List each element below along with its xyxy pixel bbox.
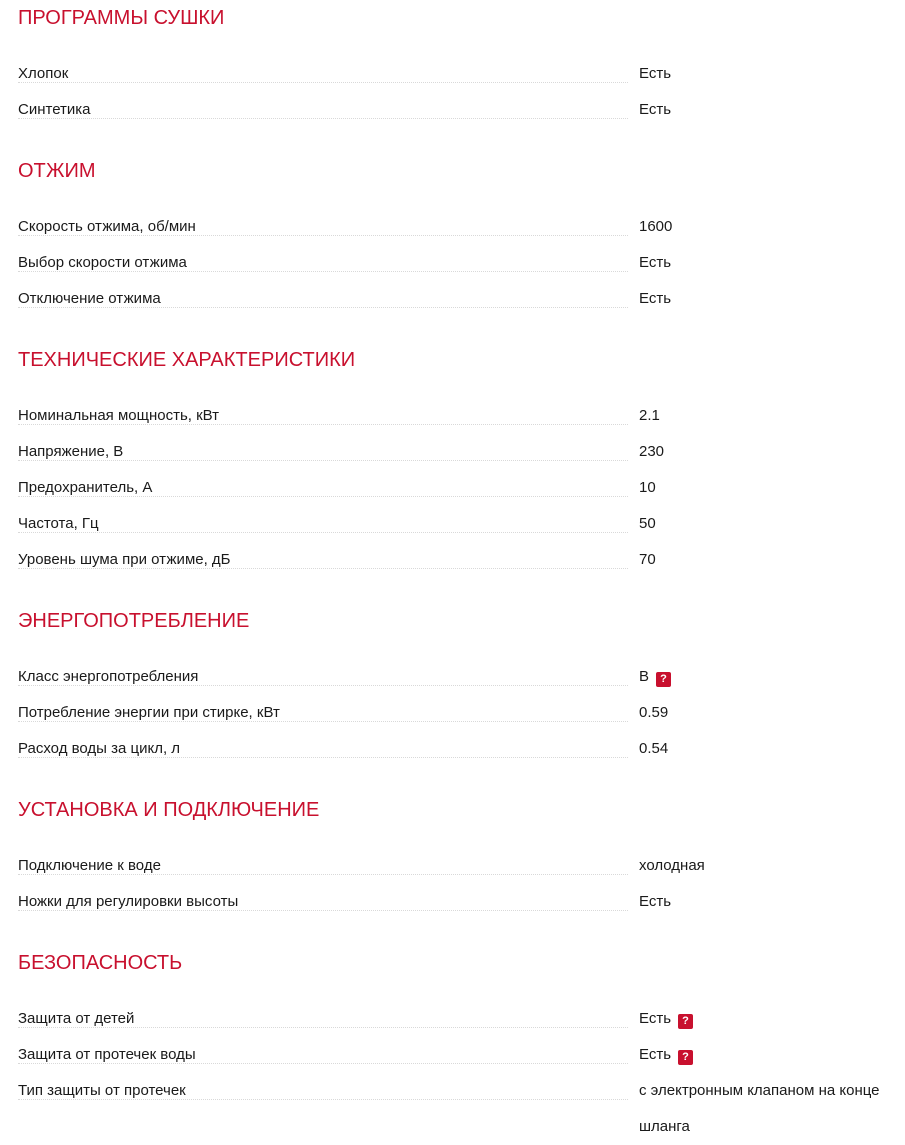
spec-label: Подключение к воде <box>18 857 167 874</box>
spec-label: Защита от протечек воды <box>18 1046 202 1063</box>
spec-row-spin-speed-select <box>18 245 905 281</box>
spec-value <box>639 659 905 695</box>
spec-value: 0.59 <box>639 704 669 721</box>
section-title: ЭНЕРГОПОТРЕБЛЕНИЕ <box>18 610 250 632</box>
spec-value <box>639 1001 905 1037</box>
section-title: УСТАНОВКА И ПОДКЛЮЧЕНИЕ <box>18 799 320 821</box>
spec-label: Частота, Гц <box>18 515 105 532</box>
spec-row-water-consumption <box>18 731 905 767</box>
spec-value: 50 <box>639 515 656 532</box>
spec-row-energy-consumption <box>18 695 905 731</box>
spec-row-adjustable-feet <box>18 884 905 920</box>
spec-row-fuse <box>18 470 905 506</box>
spec-value: с электронным клапаном на конце шланга <box>639 1082 880 1135</box>
spec-value: 1600 <box>639 218 673 235</box>
spec-list <box>18 209 905 317</box>
section-title: ОТЖИМ <box>18 160 96 182</box>
spec-label: Синтетика <box>18 101 97 118</box>
section-title: БЕЗОПАСНОСТЬ <box>18 952 183 974</box>
spec-row-voltage <box>18 434 905 470</box>
spec-value: Есть <box>639 101 672 118</box>
spec-value: 2.1 <box>639 407 660 424</box>
spec-row-energy-class <box>18 659 905 695</box>
section-energy <box>18 609 905 767</box>
spec-list <box>18 659 905 767</box>
spec-label: Защита от детей <box>18 1010 140 1027</box>
spec-row-synthetics <box>18 92 905 128</box>
spec-value-text: Есть <box>639 1010 672 1027</box>
section-spin <box>18 159 905 317</box>
spec-value: 10 <box>639 479 656 496</box>
spec-row-cotton <box>18 56 905 92</box>
spec-value <box>639 1037 905 1073</box>
question-icon[interactable]: ? <box>678 1014 693 1029</box>
spec-label: Потребление энергии при стирке, кВт <box>18 704 286 721</box>
spec-row-noise <box>18 542 905 578</box>
section-technical-specs <box>18 348 905 578</box>
spec-value: холодная <box>639 857 705 874</box>
spec-list <box>18 848 905 920</box>
section-installation <box>18 798 905 920</box>
spec-label: Скорость отжима, об/мин <box>18 218 202 235</box>
section-safety <box>18 951 905 1145</box>
section-title: ТЕХНИЧЕСКИЕ ХАРАКТЕРИСТИКИ <box>18 349 356 371</box>
spec-value: 70 <box>639 551 656 568</box>
spec-value-text: B <box>639 668 650 685</box>
spec-label: Отключение отжима <box>18 290 167 307</box>
spec-value: Есть <box>639 290 672 307</box>
question-icon[interactable]: ? <box>656 672 671 687</box>
spec-list <box>18 56 905 128</box>
spec-row-leak-protection-type <box>18 1073 905 1145</box>
spec-value: Есть <box>639 254 672 271</box>
spec-label: Расход воды за цикл, л <box>18 740 186 757</box>
spec-label: Хлопок <box>18 65 74 82</box>
spec-value: 230 <box>639 443 665 460</box>
section-title: ПРОГРАММЫ СУШКИ <box>18 7 225 29</box>
spec-list <box>18 398 905 578</box>
spec-label: Класс энергопотребления <box>18 668 204 685</box>
spec-label: Уровень шума при отжиме, дБ <box>18 551 237 568</box>
spec-label: Ножки для регулировки высоты <box>18 893 244 910</box>
spec-value-text: Есть <box>639 1046 672 1063</box>
spec-label: Номинальная мощность, кВт <box>18 407 225 424</box>
question-icon[interactable]: ? <box>678 1050 693 1065</box>
spec-label: Выбор скорости отжима <box>18 254 193 271</box>
spec-row-leak-protection <box>18 1037 905 1073</box>
spec-value: Есть <box>639 65 672 82</box>
spec-row-power <box>18 398 905 434</box>
spec-label: Напряжение, В <box>18 443 129 460</box>
spec-value: Есть <box>639 893 672 910</box>
spec-value: 0.54 <box>639 740 669 757</box>
spec-row-spin-off <box>18 281 905 317</box>
spec-row-water-connection <box>18 848 905 884</box>
spec-row-frequency <box>18 506 905 542</box>
spec-row-child-lock <box>18 1001 905 1037</box>
spec-list <box>18 1001 905 1145</box>
spec-row-spin-speed <box>18 209 905 245</box>
section-drying-programs <box>18 6 905 128</box>
spec-label: Предохранитель, А <box>18 479 158 496</box>
spec-label: Тип защиты от протечек <box>18 1082 192 1099</box>
